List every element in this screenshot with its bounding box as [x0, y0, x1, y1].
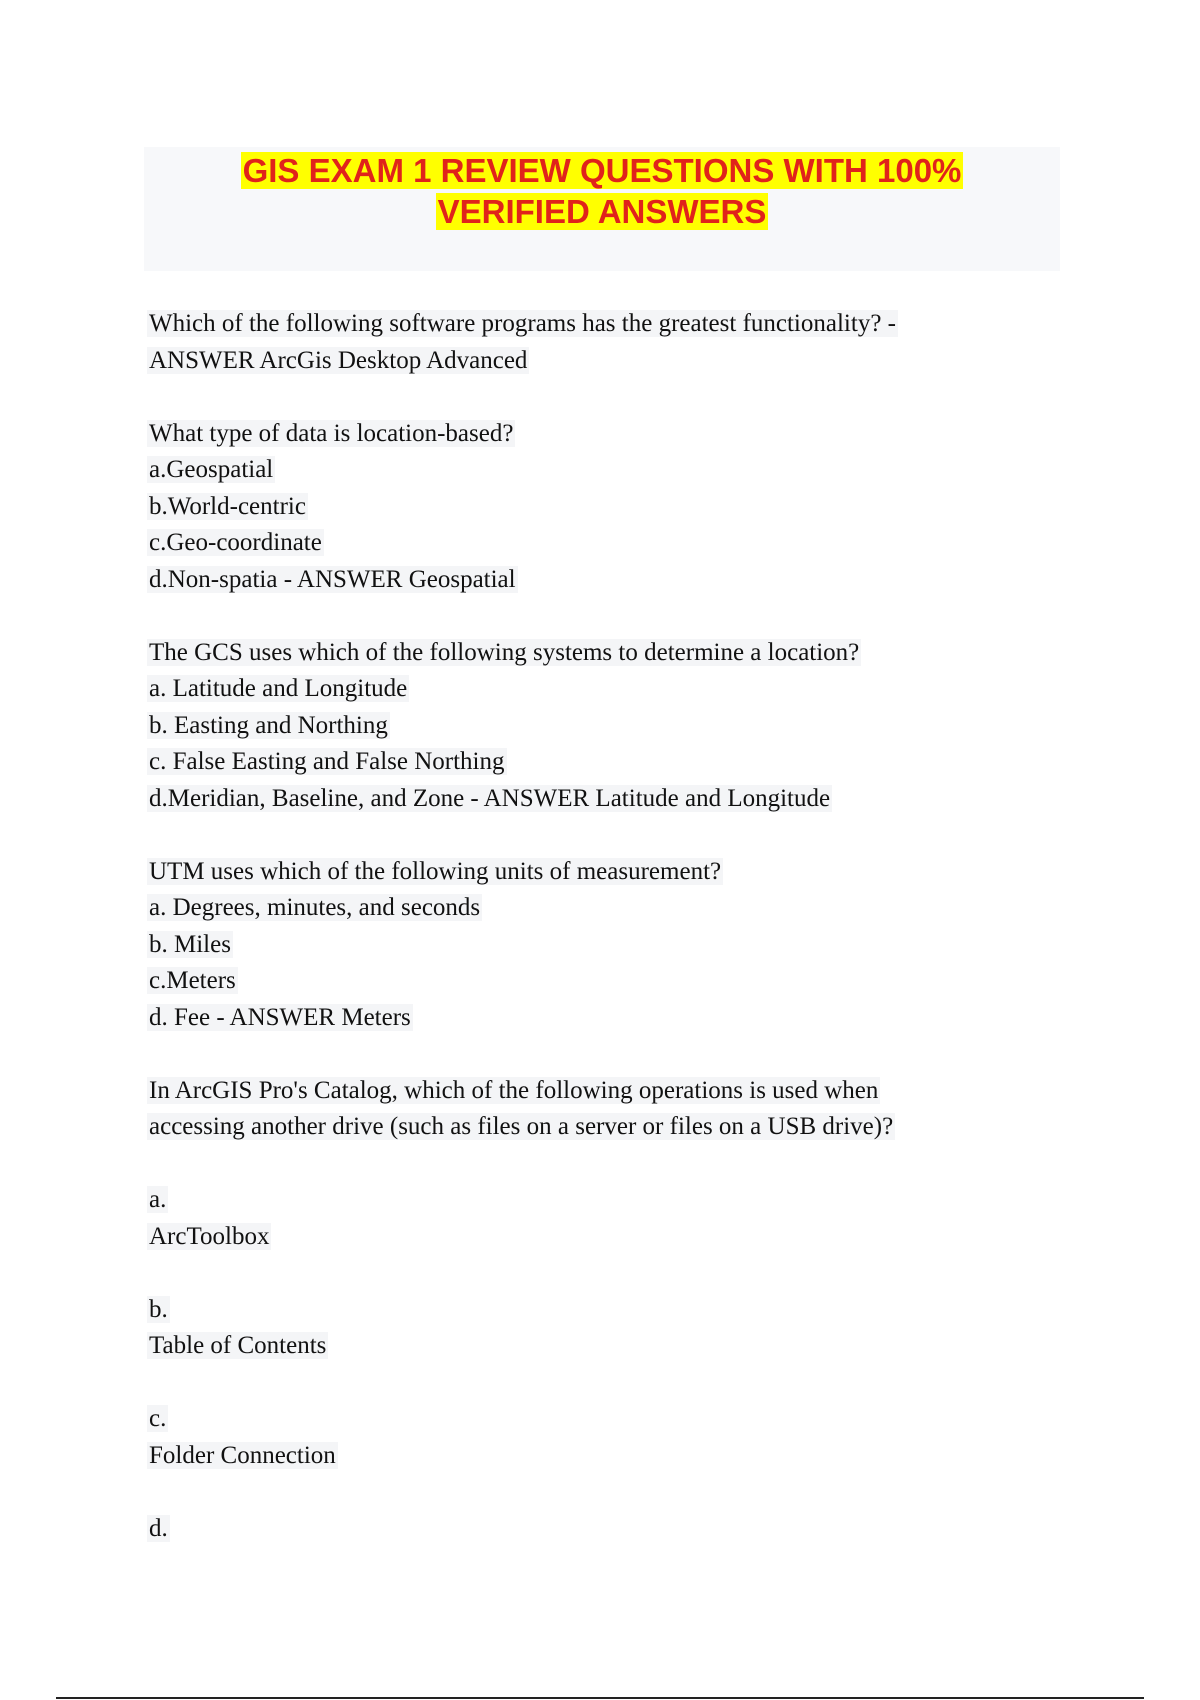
- question-line: Which of the following software programs has the greatest functionality? -: [149, 310, 896, 337]
- option-line: b. Easting and Northing: [149, 711, 388, 739]
- question-line: In ArcGIS Pro's Catalog, which of the following operations is used when: [149, 1076, 879, 1104]
- title-line-2: VERIFIED ANSWERS: [437, 193, 767, 230]
- answer-line: ANSWER ArcGis Desktop Advanced: [149, 346, 528, 374]
- option-text: Table of Contents: [149, 1332, 327, 1359]
- spacer: [147, 1255, 1047, 1292]
- option-letter: c.: [149, 1405, 167, 1432]
- option-letter: b.: [149, 1295, 168, 1323]
- question-block: [147, 854, 1047, 1037]
- question-line: UTM uses which of the following units of measurement?: [149, 857, 722, 885]
- answer-line: d. Fee - ANSWER Meters: [149, 1003, 411, 1031]
- spacer: [147, 1474, 1047, 1511]
- option-text: Folder Connection: [149, 1441, 336, 1469]
- option-line: b. Miles: [149, 930, 231, 958]
- question-line: accessing another drive (such as files on a server or files on a USB drive)?: [149, 1113, 894, 1140]
- option-letter: d.: [149, 1514, 168, 1542]
- title-banner: [144, 147, 1060, 271]
- option-line: a. Latitude and Longitude: [149, 675, 408, 702]
- title-line-1: GIS EXAM 1 REVIEW QUESTIONS WITH 100%: [242, 152, 962, 189]
- option-line: c.Meters: [149, 967, 236, 994]
- spacer: [147, 1146, 1047, 1183]
- question-line: The GCS uses which of the following systems to determine a location?: [149, 638, 860, 666]
- option-letter: a.: [149, 1186, 167, 1213]
- document-body: [147, 306, 1047, 1584]
- option-text: ArcToolbox: [149, 1222, 270, 1250]
- option-line: a.Geospatial: [149, 456, 274, 483]
- spacer: [147, 1365, 1047, 1402]
- answer-line: d.Non-spatia - ANSWER Geospatial: [149, 565, 516, 593]
- option-line: b.World-centric: [149, 492, 306, 520]
- question-block: [147, 306, 1047, 379]
- page-bottom-rule: [56, 1697, 1144, 1699]
- question-line: What type of data is location-based?: [149, 419, 514, 447]
- question-block: [147, 1073, 1047, 1548]
- question-block: [147, 635, 1047, 818]
- option-line: a. Degrees, minutes, and seconds: [149, 894, 481, 921]
- question-block: [147, 416, 1047, 599]
- answer-line: d.Meridian, Baseline, and Zone - ANSWER Latitude and Longitude: [149, 784, 831, 812]
- option-line: c. False Easting and False Northing: [149, 748, 505, 775]
- option-line: c.Geo-coordinate: [149, 529, 322, 556]
